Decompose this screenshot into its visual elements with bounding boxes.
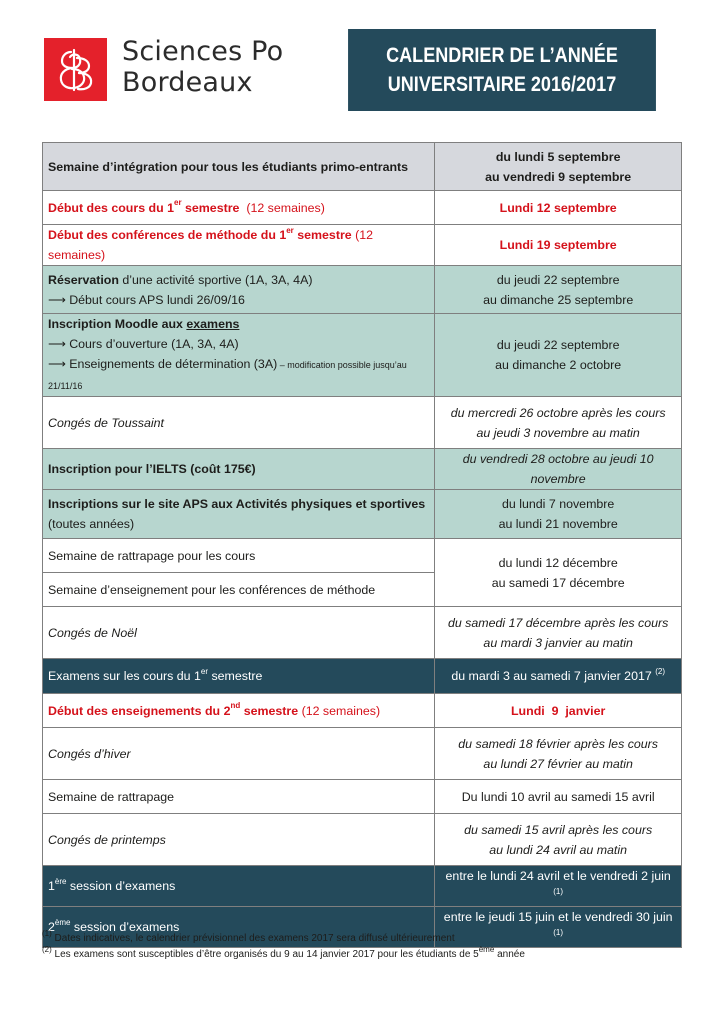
row-date-line: au jeudi 3 novembre au matin xyxy=(476,425,640,440)
row-date-sup: (2) xyxy=(655,666,665,676)
row-label xyxy=(43,539,435,573)
row-label-text: Semaine d’intégration pour tous les étudiants primo-entrants xyxy=(48,159,409,174)
table-row xyxy=(43,397,682,449)
table-row xyxy=(43,449,682,490)
row-date-line: Lundi 19 septembre xyxy=(499,238,617,252)
row-date-line: au dimanche 2 octobre xyxy=(495,358,622,372)
row-label-sup: er xyxy=(174,198,182,208)
row-date xyxy=(435,866,682,907)
row-date-line: au dimanche 25 septembre xyxy=(483,292,634,307)
table-row xyxy=(43,225,682,266)
table-row xyxy=(43,694,682,728)
page-title xyxy=(348,29,656,111)
row-label-text: semestre xyxy=(208,669,263,683)
row-label-line: ⟶ Début cours APS lundi 26/09/16 xyxy=(48,292,245,307)
row-label-text: Congés de printemps xyxy=(48,832,166,847)
footnote-text: Les examens sont susceptibles d’être organisés du 9 au 14 janvier 2017 pour les étudiants de 5 xyxy=(51,949,479,960)
row-label-text: Congés d’hiver xyxy=(48,746,131,761)
row-label-note: (12 semaines) xyxy=(298,703,381,718)
row-date-line: au lundi 21 novembre xyxy=(498,517,618,531)
row-date-line: du lundi 5 septembre xyxy=(495,149,621,164)
row-label xyxy=(43,780,435,814)
table-row xyxy=(43,659,682,694)
row-date xyxy=(435,659,682,694)
row-date xyxy=(435,814,682,866)
row-date-line: du jeudi 22 septembre xyxy=(496,272,620,287)
calendar-table xyxy=(42,142,682,948)
row-label-text: session d’examens xyxy=(66,879,176,893)
title-line-2: UNIVERSITAIRE 2016/2017 xyxy=(387,73,617,96)
row-label-text: Inscription pour l’IELTS (coût 175€) xyxy=(48,462,256,476)
row-label-text: Semaine de rattrapage xyxy=(48,789,175,804)
table-row xyxy=(43,780,682,814)
row-label xyxy=(43,607,435,659)
footnote-marker: (1) xyxy=(42,928,52,938)
row-label xyxy=(43,225,435,266)
sciences-po-bordeaux-logo-icon xyxy=(44,38,107,101)
row-date-line: du mercredi 26 octobre après les cours xyxy=(450,405,666,420)
row-label-note: (12 semaines) xyxy=(48,228,374,262)
row-label-text: Début des conférences de méthode du 1 xyxy=(48,228,287,242)
row-date-line: Lundi 12 septembre xyxy=(499,200,617,215)
row-date-line: du jeudi 22 septembre xyxy=(496,338,620,352)
row-date xyxy=(435,607,682,659)
row-date-line: au lundi 24 avril au matin xyxy=(489,842,628,857)
table-row xyxy=(43,314,682,397)
row-date-line: au samedi 17 décembre xyxy=(491,575,625,590)
table-row xyxy=(43,814,682,866)
row-label xyxy=(43,449,435,490)
row-label-text: d’une activité sportive (1A, 3A, 4A) xyxy=(118,272,313,287)
row-date-line: du lundi 12 décembre xyxy=(498,555,618,570)
row-date xyxy=(435,728,682,780)
row-label xyxy=(43,266,435,314)
brand-line-1: Sciences Po xyxy=(122,36,284,67)
row-date xyxy=(435,191,682,225)
row-label xyxy=(43,814,435,866)
row-label-text: session d’examens xyxy=(70,920,180,934)
row-date-line: au lundi 27 février au matin xyxy=(483,756,633,771)
table-row xyxy=(43,191,682,225)
footnote-marker: (2) xyxy=(42,944,52,954)
table-row xyxy=(43,143,682,191)
row-date-sup: (1) xyxy=(553,886,564,896)
row-label-sup: er xyxy=(286,225,294,235)
brand-line-2: Bordeaux xyxy=(122,67,253,98)
row-label-line: ⟶ Enseignements de détermination (3A) xyxy=(48,357,278,371)
row-date-line: au vendredi 9 septembre xyxy=(485,169,632,184)
row-label xyxy=(43,728,435,780)
row-date xyxy=(435,449,682,490)
table-row xyxy=(43,607,682,659)
row-date xyxy=(435,143,682,191)
table-row xyxy=(43,490,682,539)
row-label-sup: ème xyxy=(54,917,71,927)
row-date xyxy=(435,694,682,728)
row-label-text: Congés de Toussaint xyxy=(48,415,164,430)
row-label-text: Réservation xyxy=(48,272,119,287)
row-label-text: Congés de Noël xyxy=(48,625,137,640)
row-date xyxy=(435,266,682,314)
row-date-sup: (1) xyxy=(553,927,564,937)
row-date-line: entre le lundi 24 avril et le vendredi 2 juin xyxy=(445,869,671,883)
footnote-1 xyxy=(42,928,525,947)
row-label xyxy=(43,866,435,907)
table-row xyxy=(43,539,682,573)
footnote-sup: ème xyxy=(478,944,495,954)
row-label xyxy=(43,490,435,539)
row-label-text: 1 xyxy=(48,879,55,893)
table-row xyxy=(43,866,682,907)
title-line-1: CALENDRIER DE L’ANNÉE xyxy=(386,44,618,67)
row-label xyxy=(43,314,435,397)
row-label xyxy=(43,694,435,728)
row-label-text: 2 xyxy=(48,920,55,934)
footnote-text: Dates indicatives, le calendrier prévisionnel des examens 2017 sera diffusé ultérieurement xyxy=(51,933,455,944)
row-date-line: du samedi 17 décembre après les cours xyxy=(447,615,669,630)
row-date-line: au mardi 3 janvier au matin xyxy=(483,635,633,650)
footnotes xyxy=(42,928,525,963)
row-date-line: du mardi 3 au samedi 7 janvier 2017 xyxy=(451,669,652,683)
row-date xyxy=(435,490,682,539)
footnote-2 xyxy=(42,944,525,963)
row-date-line: du lundi 7 novembre xyxy=(502,497,615,511)
row-label-text: Inscriptions sur le site APS aux Activités physiques et sportives xyxy=(48,497,426,511)
row-label-sup: nd xyxy=(230,701,241,711)
row-label-sup: er xyxy=(200,666,209,676)
row-label xyxy=(43,659,435,694)
row-label-text: Examens sur les cours du 1 xyxy=(48,669,201,683)
row-date-line: du vendredi 28 octobre au jeudi 10 novembre xyxy=(462,452,654,486)
row-label-text: semestre xyxy=(293,228,352,242)
row-label-text: Inscription Moodle aux xyxy=(48,317,187,331)
row-label-text: semestre xyxy=(240,703,299,718)
row-label-line: (toutes années) xyxy=(48,517,135,531)
row-label-text: Semaine de rattrapage pour les cours xyxy=(48,548,256,563)
row-label-sup: ère xyxy=(54,876,67,886)
brand-name xyxy=(122,36,283,98)
row-label xyxy=(43,573,435,607)
row-label-text: semestre xyxy=(181,200,240,215)
row-label-note: – modification possible jusqu’au 21/11/16 xyxy=(48,360,407,391)
row-label-text: Semaine d’enseignement pour les conférences de méthode xyxy=(48,582,376,597)
row-label xyxy=(43,191,435,225)
row-date-line: du samedi 15 avril après les cours xyxy=(464,822,653,837)
row-date xyxy=(435,397,682,449)
row-date xyxy=(435,780,682,814)
row-date-line: du samedi 18 février après les cours xyxy=(458,736,659,751)
footnote-text: année xyxy=(494,949,525,960)
row-label-note: (12 semaines) xyxy=(246,200,325,215)
row-date-line: Lundi 9 janvier xyxy=(510,703,606,718)
row-label xyxy=(43,397,435,449)
row-date-line: entre le jeudi 15 juin et le vendredi 30 juin xyxy=(443,910,673,924)
row-label xyxy=(43,143,435,191)
row-date-line: Du lundi 10 avril au samedi 15 avril xyxy=(461,789,655,804)
row-date xyxy=(435,225,682,266)
row-date xyxy=(435,314,682,397)
row-label-text: Début des cours du 1 xyxy=(48,200,174,215)
table-row xyxy=(43,728,682,780)
row-label-line: ⟶ Cours d’ouverture (1A, 3A, 4A) xyxy=(48,337,239,351)
table-row xyxy=(43,266,682,314)
row-date xyxy=(435,539,682,607)
row-label-text: examens xyxy=(186,317,240,331)
row-label-text: Début des enseignements du 2 xyxy=(48,703,231,718)
